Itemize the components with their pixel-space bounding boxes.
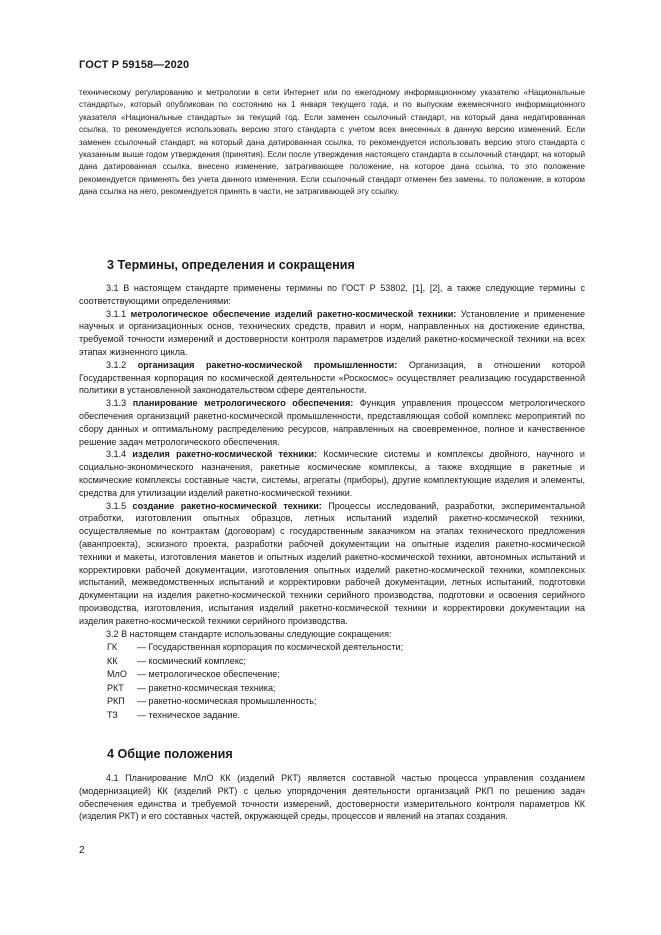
abbreviation-row (107, 655, 587, 669)
term-definition: Процессы исследований, разработки, экспериментальной отработки, изготовления опытных образцов, летных испытаний изделий ракетно-космической техники, осуществляемые по контрактам (договорам) с государственным заказчиком на этапах технического предложения (аванпроекта), эскизного проекта, разработки рабочей документации на опытные изделия ракетно-космической техники и макеты, изготовления макетов и опытных изделий ракетно-космической техники, автономных испытаний и корректировки рабочей документации, изготовления опытных изделий ракетно-космической техники, комплексных испытаний, межведомственных испытаний и корректировки рабочей документации, летных испытаний, подготовки документации на изделия ракетно-космической техники серийного производства, подготовки и освоения серийного производства, изготовления, испытания изделий ракетно-космической техники и корректировки документации на изделия ракетно-космической техники серийного производства. (79, 500, 585, 626)
term-name: создание ракетно-космической техники: (132, 500, 322, 511)
term-3-1-3: 3.1.3 планирование метрологического обеспечения: Функция управления процессом метрологического обеспечения организаций ракетно-космической промышленности, представляющая собой комплекс мероприятий по сбору данных и оптимальному распределению ресурсов, направленных на своевременное, полное и качественное решение задач метрологического обеспечения. (79, 398, 586, 447)
abbreviation-value: — метрологическое обеспечение; (137, 669, 280, 679)
term-definition: Функция управления процессом метрологического обеспечения организаций ракетно-космической промышленности, представляющая собой комплекс мероприятий по сбору данных и оптимальному распределению ресурсов, направленных на своевременное, полное и качественное решение задач метрологического обеспечения. (79, 398, 586, 447)
abbreviation-key: РКП (107, 696, 125, 706)
term-name: организация ракетно-космической промышленности: (137, 359, 398, 370)
section-3-title: 3 Термины, определения и сокращения (107, 258, 355, 272)
intro-block (79, 87, 585, 199)
paragraph-3-1: 3.1 В настоящем стандарте применены термины по ГОСТ Р 53802, [1], [2], а также следующие термины с соответствующими определениями: (79, 283, 585, 306)
paragraph-3-2: 3.2 В настоящем стандарте использованы следующие сокращения: (106, 628, 392, 639)
term-definition: Установление и применение научных и организационных основ, технических средств, правил и норм, направленных на достижение единства, требуемой точности измерений и достоверности контроля параметров изделий ракетно-космической техники на всех этапах жизненного цикла. (79, 308, 585, 357)
abbreviation-value: — Государственная корпорация по космической деятельности; (137, 642, 404, 652)
term-definition: Космические системы и комплексы двойного, научного и социально-экономического назначения, ракетные космические комплексы, а также входящие в ракетные и космические комплексы составные части, системы, агрегаты (приборы), другие комплектующие изделия и элементы, средства для утилизации изделий ракетно-космической техники. (79, 449, 585, 498)
abbreviation-row (107, 641, 587, 655)
standard-header: ГОСТ Р 59158—2020 (79, 59, 190, 71)
abbreviation-value: — ракетно-космическая техника; (137, 682, 276, 693)
abbreviation-value: — космический комплекс; (137, 655, 246, 666)
abbreviation-row (107, 682, 587, 696)
abbreviation-key: ТЗ (107, 709, 118, 720)
section-4-body (79, 772, 585, 823)
abbreviation-row (107, 695, 587, 709)
abbreviation-key: ГК (107, 642, 118, 652)
abbreviation-key: РКТ (107, 682, 124, 693)
section-3-body (79, 282, 585, 640)
abbreviation-value: — техническое задание. (137, 709, 240, 720)
term-name: планирование метрологического обеспечения: (132, 398, 354, 409)
term-3-1-5: 3.1.5 создание ракетно-космической техники: Процессы исследований, разработки, экспериментальной отработки, изготовления опытных образцов, летных испытаний изделий ракетно-космической техники, осуществляемые по контрактам (договорам) с государственным заказчиком на этапах технического предложения (аванпроекта), эскизного проекта, разработки рабочей документации на опытные изделия ракетно-космической техники и макеты, изготовления макетов и опытных изделий ракетно-космической техники, автономных испытаний и корректировки рабочей документации, изготовления опытных изделий ракетно-космической техники, комплексных испытаний, межведомственных испытаний и корректировки рабочей документации, летных испытаний, подготовки документации на изделия ракетно-космической техники серийного производства, подготовки и освоения серийного производства, изготовления, испытания изделий ракетно-космической техники и корректировки документации на изделия ракетно-космической техники серийного производства. (79, 500, 585, 626)
abbreviation-value: — ракетно-космическая промышленность; (137, 696, 317, 706)
term-3-1-1: 3.1.1 метрологическое обеспечение изделий ракетно-космической техники: Установление и применение научных и организационных основ, технических средств, правил и норм, направленных на достижение единства, требуемой точности измерений и достоверности контроля параметров изделий ракетно-космической техники на всех этапах жизненного цикла. (79, 308, 585, 357)
abbreviation-key: МлО (107, 669, 127, 679)
term-name: изделия ракетно-космической техники: (132, 449, 318, 460)
term-3-1-2: 3.1.2 организация ракетно-космической промышленности: Организация, в отношении которой Государственная корпорация по космической деятельности «Роскосмос» осуществляет реализацию государственной политики в установленной законодательством сфере деятельности. (79, 359, 586, 396)
intro-paragraph: техническому регулированию и метрологии в сети Интернет или по ежегодному информационному указателю «Национальные стандарты», который опубликован по состоянию на 1 января текущего года, и по выпускам ежемесячного информационного указателя «Национальные стандарты» за текущий год. Если заменен ссылочный стандарт, на который дана недатированная ссылка, то рекомендуется использовать версию этого стандарта с учетом всех внесенных в данную версию изменений. Если заменен ссылочный стандарт, на который дана датированная ссылка, то рекомендуется использовать версию этого стандарта с указанным выше годом утверждения (принятия). Если после утверждения настоящего стандарта в ссылочный стандарт, на который дана датированная ссылка, внесено изменение, затрагивающее положение, на которое дана ссылка, то это положение рекомендуется применять без учета данного изменения. Если ссылочный стандарт отменен без замены, то положение, в котором дана ссылка на него, рекомендуется принять в части, не затрагивающей эту ссылку. (79, 88, 585, 197)
term-name: метрологическое обеспечение изделий ракетно-космической техники: (130, 308, 457, 319)
abbreviations-list (107, 641, 587, 722)
abbreviation-row (107, 709, 587, 723)
abbreviation-key: КК (107, 655, 118, 666)
section-4-title: 4 Общие положения (107, 747, 233, 761)
term-3-1-4: 3.1.4 изделия ракетно-космической техники: Космические системы и комплексы двойного, научного и социально-экономического назначения, ракетные космические комплексы, а также входящие в ракетные и космические комплексы составные части, системы, агрегаты (приборы), другие комплектующие изделия и элементы, средства для утилизации изделий ракетно-космической техники. (79, 449, 585, 498)
page-number: 2 (79, 845, 85, 856)
term-definition: Организация, в отношении которой Государственная корпорация по космической деятельности «Роскосмос» осуществляет реализацию государственной политики в установленной законодательством сфере деятельности. (79, 359, 586, 396)
paragraph-4-1: 4.1 Планирование МлО КК (изделий РКТ) является составной частью процесса управления созданием (модернизацией) КК (изделий РКТ) с целью упорядочения деятельности организаций РКП по решению задач обеспечения единства и требуемой точности измерений, достоверности измерительного контроля параметров КК (изделия РКТ) и его составных частей, окружающей среды, процессов и явлений на этапах создания. (79, 773, 585, 822)
abbreviation-row (107, 668, 587, 682)
